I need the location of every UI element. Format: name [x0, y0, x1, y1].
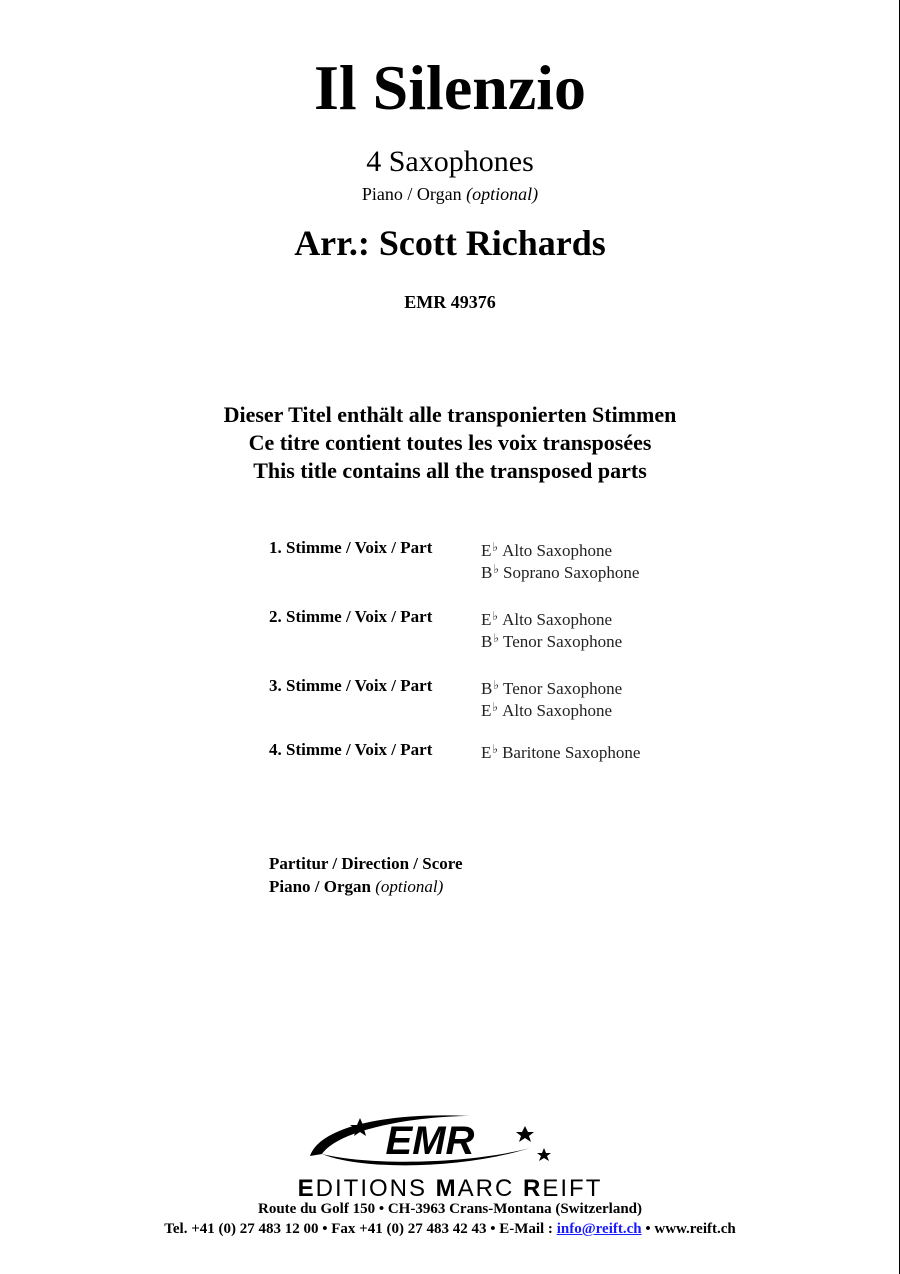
part-instruments [481, 538, 639, 582]
logo-text: EMR [385, 1119, 475, 1163]
publisher-address: Route du Golf 150 • CH-3963 Crans-Montana (Switzerland) [258, 1201, 642, 1217]
publisher-part: EIFT [542, 1175, 603, 1202]
optional-note: (optional) [375, 877, 444, 896]
email-link[interactable]: info@reift.ch [556, 1221, 642, 1237]
subline-main: Piano / Organ [361, 184, 462, 204]
flat-icon: ♭ [493, 631, 500, 645]
part-instruments [481, 740, 640, 762]
instrument-name: Alto Saxophone [502, 701, 613, 720]
part-instruments [481, 676, 622, 720]
publisher-initial-m: M [435, 1175, 458, 1202]
publisher-part: DITIONS [315, 1175, 436, 1202]
notice-fr: Ce titre contient toutes les voix transposées [248, 430, 652, 455]
instrument-line [481, 676, 622, 698]
part-label: 2. Stimme / Voix / Part [269, 607, 433, 626]
score-block [269, 852, 463, 898]
instrument-name: Tenor Saxophone [503, 632, 623, 651]
contact-suffix: • www.reift.ch [641, 1221, 736, 1237]
subline-optional: (optional) [466, 184, 539, 204]
instrument-line [481, 607, 622, 629]
flat-icon: ♭ [493, 562, 500, 576]
publisher-name [0, 1176, 900, 1202]
instrumentation-note [0, 183, 900, 205]
instrument-name: Soprano Saxophone [503, 563, 640, 582]
publisher-initial-e: E [297, 1175, 316, 1202]
part-label: 1. Stimme / Voix / Part [269, 538, 433, 557]
notice-en: This title contains all the transposed parts [253, 458, 647, 483]
instrument-line [481, 740, 640, 762]
part-instruments [481, 607, 622, 651]
flat-icon: ♭ [492, 742, 499, 756]
part-label: 4. Stimme / Voix / Part [269, 740, 433, 759]
flat-icon: ♭ [492, 609, 499, 623]
catalog-number: EMR 49376 [404, 292, 496, 312]
key-letter: E [481, 610, 492, 629]
instrument-name: Tenor Saxophone [503, 679, 623, 698]
score-line: Partitur / Direction / Score [269, 854, 463, 873]
instrument-line [481, 538, 639, 560]
part-label: 3. Stimme / Voix / Part [269, 676, 433, 695]
instrument-line [481, 560, 639, 582]
key-letter: B [481, 563, 493, 582]
emr-logo-graphic [300, 1108, 560, 1178]
flat-icon: ♭ [492, 540, 499, 554]
key-letter: B [481, 679, 493, 698]
page-title: Il Silenzio [313, 52, 587, 123]
instrument-name: Alto Saxophone [502, 541, 613, 560]
contact-prefix: Tel. +41 (0) 27 483 12 00 • Fax +41 (0) 27 483 42 43 • E-Mail : [164, 1221, 557, 1237]
piano-organ-label: Piano / Organ [269, 877, 372, 896]
publisher-contact [0, 1220, 900, 1238]
flat-icon: ♭ [492, 700, 499, 714]
key-letter: B [481, 632, 493, 651]
key-letter: E [481, 743, 492, 762]
piano-organ-line [269, 875, 463, 898]
instrument-name: Alto Saxophone [502, 610, 613, 629]
instrument-line [481, 629, 622, 651]
emr-logo [300, 1108, 560, 1178]
publisher-part: ARC [457, 1175, 524, 1202]
key-letter: E [481, 541, 492, 560]
instrument-line [481, 698, 622, 720]
transposition-notice [0, 401, 900, 485]
key-letter: E [481, 701, 492, 720]
arranger: Arr.: Scott Richards [294, 223, 606, 263]
publisher-initial-r: R [523, 1175, 543, 1202]
flat-icon: ♭ [493, 678, 500, 692]
notice-de: Dieser Titel enthält alle transponierten Stimmen [223, 402, 677, 427]
subtitle: 4 Saxophones [366, 145, 534, 178]
instrument-name: Baritone Saxophone [502, 743, 641, 762]
